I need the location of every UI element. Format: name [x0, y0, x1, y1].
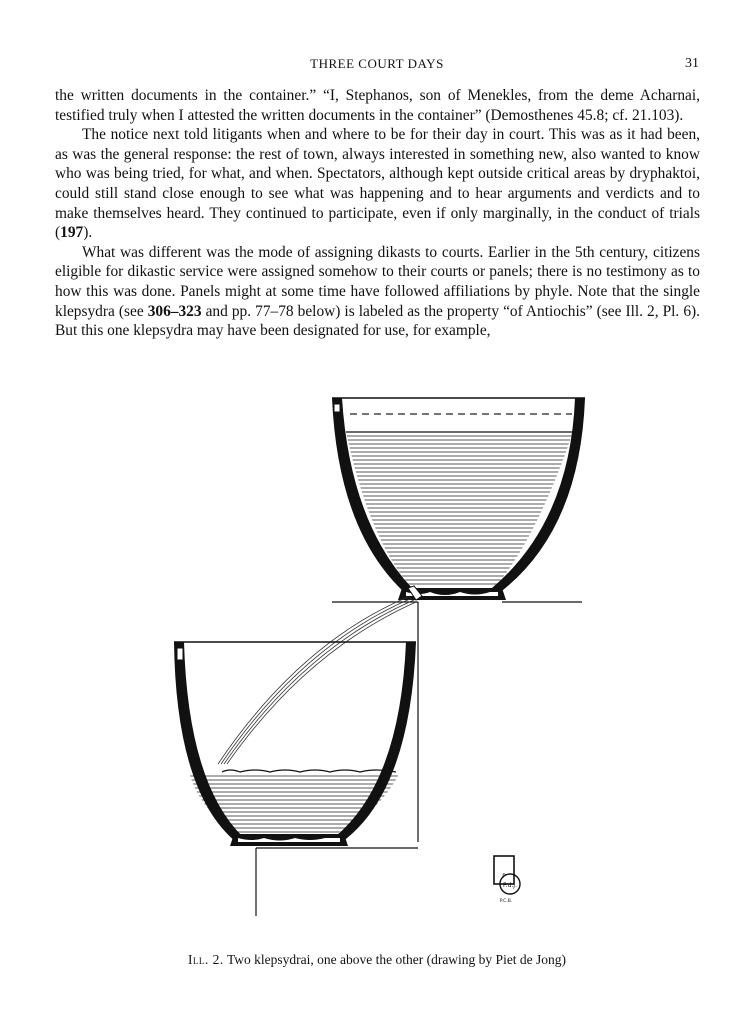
- catalog-ref-197: 197: [60, 224, 84, 242]
- caption-label: Ill. 2.: [187, 952, 224, 967]
- running-head: THREE COURT DAYS: [310, 56, 444, 71]
- klepsydrai-drawing: [160, 392, 590, 922]
- paragraph-3: What was different was the mode of assigning dikasts to courts. Earlier in the 5th century, citizens eligible for dikastic service were assigned somehow to their courts or panels; there is no testimony as to how this was done. Panels might at some time have followed affiliations by phyle. Note that the single klepsydra (see 306–323 and pp. 77–78 below) is labeled as the property “of Antiochis” (see Ill. 2, Pl. 6). But this one klepsydra may have been designated for use, for example,: [55, 243, 700, 340]
- paragraph-2: The notice next told litigants when and where to be for their day in court. This was as it had been, as was the general response: the rest of town, always interested in something new, also wanted to know who was being tried, for what, and when. Spectators, although kept outside critical areas by dryphaktoi, could still stand close enough to see what was happening and to hear arguments and verdicts and to make themselves heard. They continued to participate, even if only marginally, in the conduct of trials (197).: [55, 126, 700, 242]
- lower-shelf: [256, 848, 418, 916]
- page-header: [55, 56, 699, 74]
- lower-klepsydra: [174, 642, 416, 846]
- signature-initials: P.d.J.: [503, 882, 517, 889]
- signature-small: P.C.B.: [499, 899, 513, 904]
- svg-text:P: P: [502, 873, 506, 880]
- upper-klepsydra: [332, 398, 585, 600]
- klepsydra-illustration: [160, 392, 590, 922]
- figure-caption: [0, 952, 754, 968]
- water-stream: [218, 596, 416, 764]
- caption-text: Two klepsydrai, one above the other (drawing by Piet de Jong): [226, 952, 567, 967]
- catalog-ref-306-323: 306–323: [147, 302, 202, 320]
- paragraph-1: the written documents in the container.” “I, Stephanos, son of Menekles, from the deme Acharnai, testified truly when I attested the written documents in the container” (Demosthenes 45.8; cf. 21.103).: [55, 87, 700, 124]
- page-number: 31: [685, 56, 699, 71]
- artist-signature: [494, 856, 520, 904]
- body-text: [55, 86, 700, 341]
